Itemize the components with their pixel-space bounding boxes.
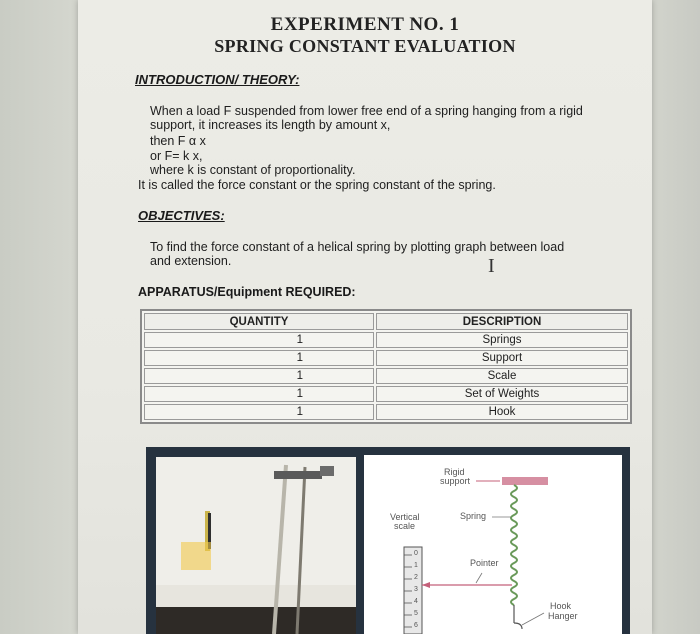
- table-row: [144, 368, 628, 384]
- introduction-heading: INTRODUCTION/ THEORY:: [135, 72, 300, 87]
- intro-line: support, it increases its length by amount x,: [150, 118, 391, 132]
- quantity-header: QUANTITY: [144, 313, 374, 330]
- quantity-cell: 1: [144, 386, 374, 402]
- scale-tick-label: 0: [414, 550, 418, 557]
- experiment-title: SPRING CONSTANT EVALUATION: [214, 36, 516, 56]
- objectives-line: and extension.: [150, 254, 232, 268]
- hanger-label: Hanger: [548, 611, 578, 621]
- scale-tick-label: 3: [414, 586, 418, 593]
- scale-tick-label: 5: [414, 610, 418, 617]
- apparatus-heading: APPARATUS/Equipment REQUIRED:: [138, 285, 356, 299]
- objectives-heading: OBJECTIVES:: [138, 208, 225, 223]
- quantity-cell: 1: [144, 350, 374, 366]
- apparatus-table: [140, 309, 632, 424]
- spring-diagram: [364, 455, 622, 634]
- spring-stand-photo: [156, 457, 356, 634]
- apparatus-photo: [156, 457, 356, 634]
- scale-tick-label: 4: [414, 598, 418, 605]
- support-label: support: [440, 476, 471, 486]
- objectives-line: To find the force constant of a helical spring by plotting graph between load: [150, 240, 565, 254]
- intro-line: then F α x: [150, 134, 206, 148]
- description-cell: Set of Weights: [376, 386, 628, 402]
- quantity-cell: 1: [144, 332, 374, 348]
- experiment-number: EXPERIMENT NO. 1: [270, 14, 460, 35]
- text-cursor-icon: I: [488, 255, 495, 277]
- pointer-label: Pointer: [470, 558, 499, 568]
- apparatus-figure: [146, 447, 630, 634]
- spring-schematic: [364, 455, 622, 634]
- intro-line: where k is constant of proportionality.: [150, 163, 356, 177]
- table-row: [144, 350, 628, 366]
- description-cell: Springs: [376, 332, 628, 348]
- quantity-cell: 1: [144, 368, 374, 384]
- table-row: [144, 404, 628, 420]
- hook-label: Hook: [550, 601, 572, 611]
- intro-line: When a load F suspended from lower free end of a spring hanging from a rigid: [150, 104, 583, 118]
- scale-tick-label: 2: [414, 574, 418, 581]
- table-row: [144, 386, 628, 402]
- vertical-label: Vertical: [390, 512, 420, 522]
- document-page: [78, 0, 652, 634]
- scale-label: scale: [394, 521, 416, 531]
- table-header-row: [144, 313, 628, 330]
- description-header: DESCRIPTION: [376, 313, 628, 330]
- background-left: [0, 0, 80, 634]
- spring-label: Spring: [460, 511, 487, 521]
- description-cell: Scale: [376, 368, 628, 384]
- description-cell: Support: [376, 350, 628, 366]
- rigid-label: Rigid: [444, 467, 465, 477]
- quantity-cell: 1: [144, 404, 374, 420]
- scale-tick-label: 6: [414, 622, 418, 629]
- table-row: [144, 332, 628, 348]
- description-cell: Hook: [376, 404, 628, 420]
- intro-line: or F= k x,: [150, 149, 203, 163]
- intro-line: It is called the force constant or the spring constant of the spring.: [138, 178, 496, 192]
- scale-tick-label: 1: [414, 562, 418, 569]
